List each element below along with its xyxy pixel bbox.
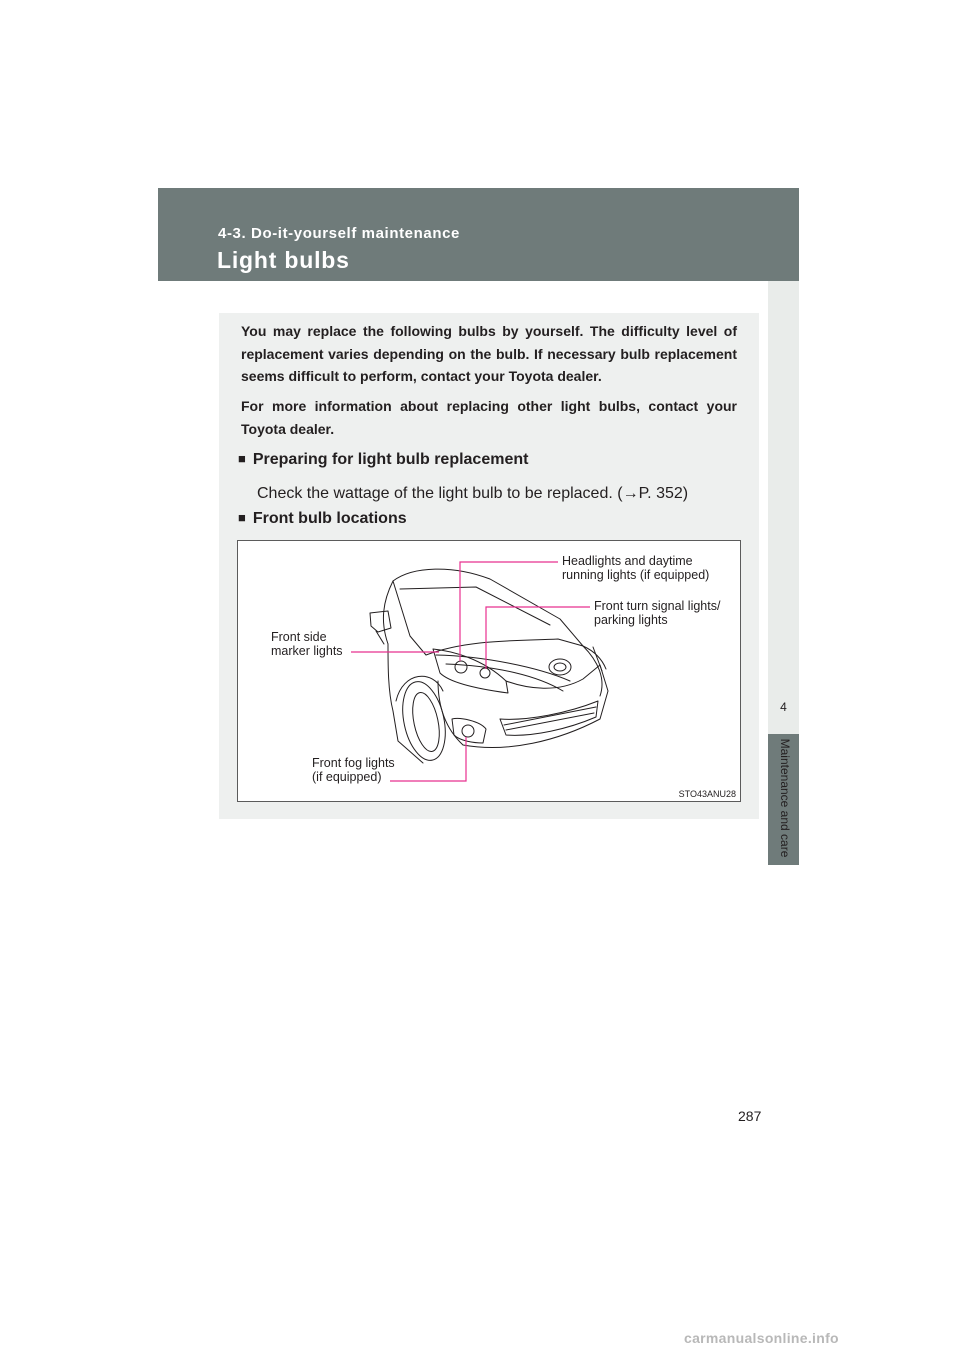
callout-turn-signal-line1: Front turn signal lights/	[594, 599, 721, 613]
a-pillar	[393, 581, 426, 655]
chapter-title: Maintenance and care	[778, 738, 792, 858]
callout-side-marker-line2: marker lights	[271, 643, 343, 658]
callout-fog-line2: (if equipped)	[312, 769, 382, 784]
leader-turn-signal	[486, 607, 590, 669]
callout-headlights	[562, 555, 709, 582]
callout-side-marker	[271, 631, 343, 658]
watermark: carmanualsonline.info	[684, 1330, 839, 1346]
section-header	[158, 188, 799, 281]
content-box	[219, 313, 759, 819]
preparing-instruction: Check the wattage of the light bulb to be replaced. (→P. 352)	[257, 485, 689, 502]
square-bullet-icon: ■	[238, 510, 246, 525]
figure-code: STO43ANU28	[678, 789, 736, 799]
front-bulb-figure	[237, 540, 741, 802]
heading-preparing-text: Preparing for light bulb replacement	[252, 451, 529, 468]
callout-turn-signal	[594, 600, 720, 627]
intro-paragraph: You may replace the following bulbs by yourself. The difficulty level of replacement varies depending on the bulb. If necessary bulb replacement seems difficult to perform, contact your Toyota dealer.	[241, 323, 737, 384]
windshield-inner	[400, 587, 550, 625]
fog-light	[462, 725, 474, 737]
lower-grille	[500, 701, 598, 735]
heading-front-bulbs-text: Front bulb locations	[252, 510, 407, 527]
callout-fog-line1: Front fog lights	[312, 756, 395, 770]
front-wheel	[396, 678, 452, 765]
chapter-number: 4	[780, 700, 787, 714]
heading-preparing	[238, 451, 528, 469]
leader-headlights	[460, 562, 558, 661]
square-bullet-icon: ■	[238, 451, 246, 466]
upper-grille	[506, 665, 600, 688]
body-side	[388, 644, 423, 763]
page-title: Light bulbs	[217, 247, 350, 273]
hood-outline	[426, 639, 602, 696]
heading-front-bulbs	[238, 510, 407, 528]
callout-headlights-line1: Headlights and daytime	[562, 554, 693, 568]
section-label: 4-3. Do-it-yourself maintenance	[218, 225, 460, 242]
page-number: 287	[738, 1108, 762, 1124]
callout-turn-signal-line2: parking lights	[594, 612, 668, 627]
side-mirror	[370, 611, 391, 632]
emblem	[549, 659, 571, 675]
callout-fog	[312, 757, 395, 784]
callout-side-marker-line1: Front side	[271, 630, 327, 644]
intro-paragraph-contact: For more information about replacing other light bulbs, contact your Toyota dealer.	[241, 398, 737, 437]
callout-headlights-line2: running lights (if equipped)	[562, 567, 710, 582]
